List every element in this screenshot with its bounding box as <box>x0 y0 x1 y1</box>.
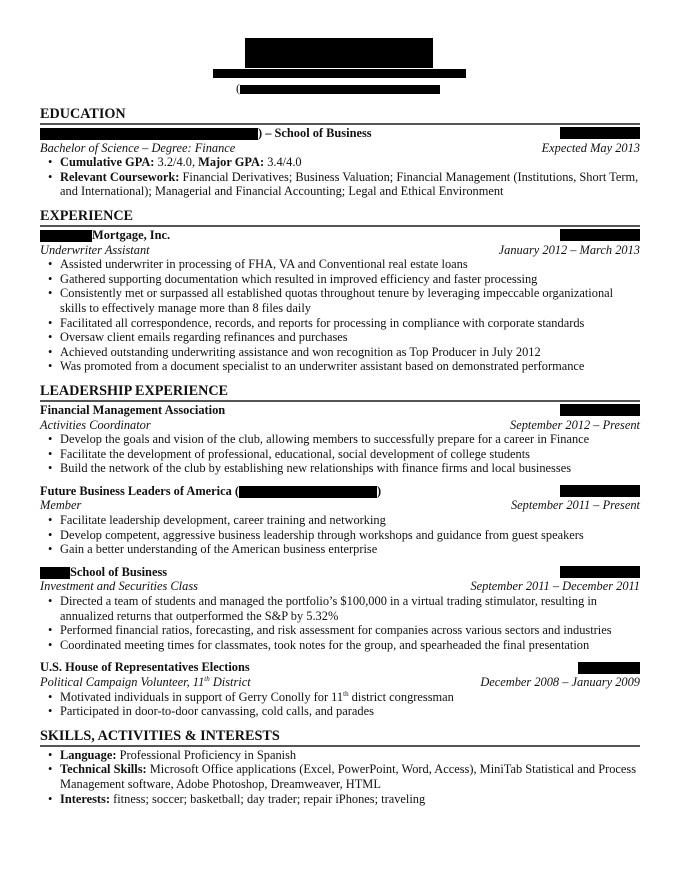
job-title: Underwriter Assistant <box>40 242 150 257</box>
section-title: SKILLS, ACTIVITIES & INTERESTS <box>40 728 640 747</box>
bullet-item: • Achieved outstanding underwriting assistance and won recognition as Top Producer in July 2012 <box>60 345 640 360</box>
redacted-location <box>560 229 640 241</box>
role: Activities Coordinator <box>40 417 151 432</box>
bullet-item: • Gain a better understanding of the American business enterprise <box>60 542 640 557</box>
bullet-item: • Interests: fitness; soccer; basketball; day trader; repair iPhones; traveling <box>60 792 640 807</box>
dates: December 2008 – January 2009 <box>480 675 640 689</box>
experience-entry <box>40 228 640 374</box>
redacted-university <box>40 567 70 579</box>
section-title: EDUCATION <box>40 106 640 125</box>
section-skills <box>40 728 640 806</box>
dates: Expected May 2013 <box>541 140 640 155</box>
redacted-location <box>578 662 640 674</box>
leadership-entry <box>40 403 640 476</box>
redacted-phone <box>240 85 440 94</box>
dates: September 2012 – Present <box>510 417 640 432</box>
section-title: EXPERIENCE <box>40 208 640 227</box>
bullet-item: • Facilitate leadership development, career training and networking <box>60 513 640 528</box>
org-name: Future Business Leaders of America ( ) <box>40 483 382 498</box>
bullet-item: • Motivated individuals in support of Gerry Conolly for 11th district congressman <box>60 690 640 705</box>
bullet-item: • Coordinated meeting times for classmates, took notes for the group, and spearheaded the final presentation <box>60 638 640 653</box>
bullet-item: • Develop competent, aggressive business leadership through workshops and guidance from guest speakers <box>60 528 640 543</box>
bullet-item: • Consistently met or surpassed all established quotas throughout tenure by leveraging impeccable organizational skills to effectively manage more than 8 files daily <box>60 286 640 315</box>
bullet-item: • Cumulative GPA: 3.2/4.0, Major GPA: 3.4/4.0 <box>60 155 640 170</box>
bullet-item: • Participated in door-to-door canvassing, cold calls, and parades <box>60 704 640 719</box>
bullet-item: • Assisted underwriter in processing of FHA, VA and Conventional real estate loans <box>60 257 640 272</box>
section-title: LEADERSHIP EXPERIENCE <box>40 383 640 402</box>
redacted-chapter <box>239 486 377 498</box>
bullet-item: • Facilitated all correspondence, records, and reports for processing in compliance with corporate standards <box>60 316 640 331</box>
section-experience <box>40 208 640 374</box>
redacted-location <box>560 485 640 497</box>
bullet-item: • Relevant Coursework: Financial Derivatives; Business Valuation; Financial Management (Institutions, Short Term, and International); Managerial and Financial Accounting; Legal and Ethical Environment <box>60 170 640 199</box>
resume-body <box>40 106 640 815</box>
redacted-university <box>40 128 258 140</box>
contact-line <box>236 81 446 94</box>
bullet-list <box>40 432 640 476</box>
leadership-entry <box>40 565 640 653</box>
bullet-list <box>40 594 640 652</box>
redacted-location <box>560 566 640 578</box>
org-name: School of Business <box>40 565 167 580</box>
org-name: Financial Management Association <box>40 402 226 417</box>
dates: September 2011 – December 2011 <box>470 579 640 594</box>
redacted-name <box>245 38 433 68</box>
redacted-location <box>560 404 640 416</box>
bullet-item: • Language: Professional Proficiency in Spanish <box>60 748 640 763</box>
redacted-company <box>40 230 92 242</box>
bullet-list <box>40 690 640 719</box>
degree: Bachelor of Science – Degree: Finance <box>40 140 236 155</box>
role: Political Campaign Volunteer, 11th District <box>40 674 251 689</box>
role: Member <box>40 498 82 513</box>
org-name: U.S. House of Representatives Elections <box>40 660 250 675</box>
redacted-address <box>213 69 466 78</box>
leadership-entry <box>40 484 640 557</box>
bullet-list <box>40 513 640 557</box>
bullet-item: • Build the network of the club by establishing new relationships with finance firms and local businesses <box>60 461 640 476</box>
phone-paren: ( <box>236 81 240 95</box>
bullet-item: • Was promoted from a document specialist to an underwriter assistant based on demonstrated performance <box>60 359 640 374</box>
education-entry <box>40 126 640 199</box>
dates: January 2012 – March 2013 <box>498 242 640 257</box>
section-education <box>40 106 640 199</box>
bullet-item: • Facilitate the development of professional, educational, social development of college students <box>60 447 640 462</box>
bullet-item: • Performed financial ratios, forecasting, and risk assessment for companies across various sectors and industries <box>60 623 640 638</box>
bullet-list <box>40 257 640 374</box>
redacted-location <box>560 127 640 139</box>
bullet-item: • Oversaw client emails regarding refinances and purchases <box>60 330 640 345</box>
role: Investment and Securities Class <box>40 579 198 594</box>
bullet-list <box>40 155 640 199</box>
company-name: Mortgage, Inc. <box>40 228 170 243</box>
dates: September 2011 – Present <box>510 498 640 513</box>
bullet-item: • Directed a team of students and managed the portfolio’s $100,000 in a virtual trading stimulator, resulting in annualized returns that outperformed the S&P by 5.32% <box>60 594 640 623</box>
bullet-item: • Gathered supporting documentation which resulted in improved efficiency and faster processing <box>60 272 640 287</box>
bullet-item: • Develop the goals and vision of the club, allowing members to successfully prepare for a career in Finance <box>60 432 640 447</box>
bullet-list <box>40 748 640 806</box>
bullet-item: • Technical Skills: Microsoft Office applications (Excel, PowerPoint, Word, Access), MiniTab Statistical and Process Management software, Adobe Photoshop, Dreamweaver, HTML <box>60 762 640 791</box>
school-name: ) – School of Business <box>40 126 372 141</box>
section-leadership <box>40 383 640 719</box>
leadership-entry <box>40 660 640 718</box>
